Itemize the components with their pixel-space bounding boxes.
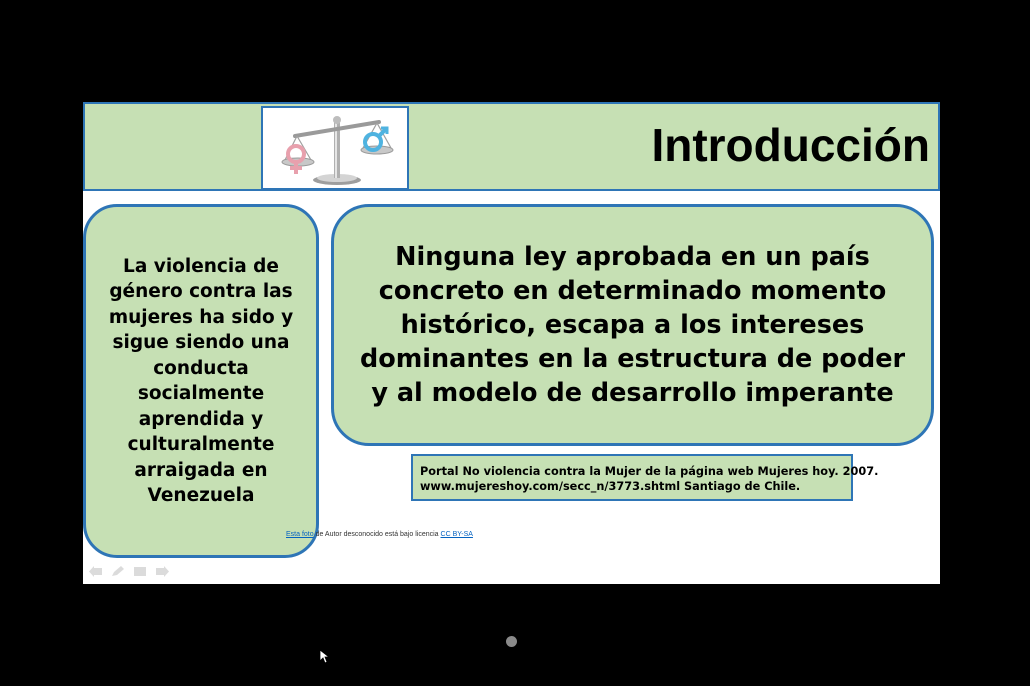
slideshow-controls — [89, 564, 169, 575]
mouse-cursor-icon — [320, 650, 330, 664]
quote-box — [331, 204, 934, 446]
left-text-box — [83, 204, 319, 558]
citation-line-1: Portal No violencia contra la Mujer de la página web Mujeres hoy. 2007. — [420, 465, 879, 478]
slides-menu-icon[interactable] — [133, 564, 147, 575]
image-credit — [286, 531, 473, 538]
pen-icon[interactable] — [111, 564, 125, 575]
citation-box — [411, 454, 879, 501]
photo-link[interactable]: Esta foto — [286, 531, 314, 538]
slide-header — [83, 102, 940, 191]
credit-text: de Autor desconocido está bajo licencia — [313, 531, 441, 538]
status-dot — [506, 636, 517, 647]
license-link[interactable]: CC BY-SA — [440, 531, 473, 538]
presentation-slide — [83, 102, 940, 584]
slide-logo — [261, 106, 409, 190]
quote-text: Ninguna ley aprobada en un país concreto en determinado momento histórico, escapa a los intereses dominantes en la estructura de poder y al modelo de desarrollo imperante — [359, 242, 906, 408]
citation-line-2: www.mujereshoy.com/secc_n/3773.shtml Santiago de Chile. — [420, 480, 801, 493]
next-slide-icon[interactable] — [155, 564, 169, 575]
previous-slide-icon[interactable] — [89, 564, 103, 575]
left-box-text: La violencia de género contra las mujeres ha sido y sigue siendo una conducta socialmente aprendida y culturalmente arraigada en Venezuela — [108, 255, 294, 506]
female-symbol-icon — [288, 146, 304, 174]
slide-title: Introducción — [651, 119, 930, 171]
gender-equality-scale-icon — [263, 108, 407, 188]
